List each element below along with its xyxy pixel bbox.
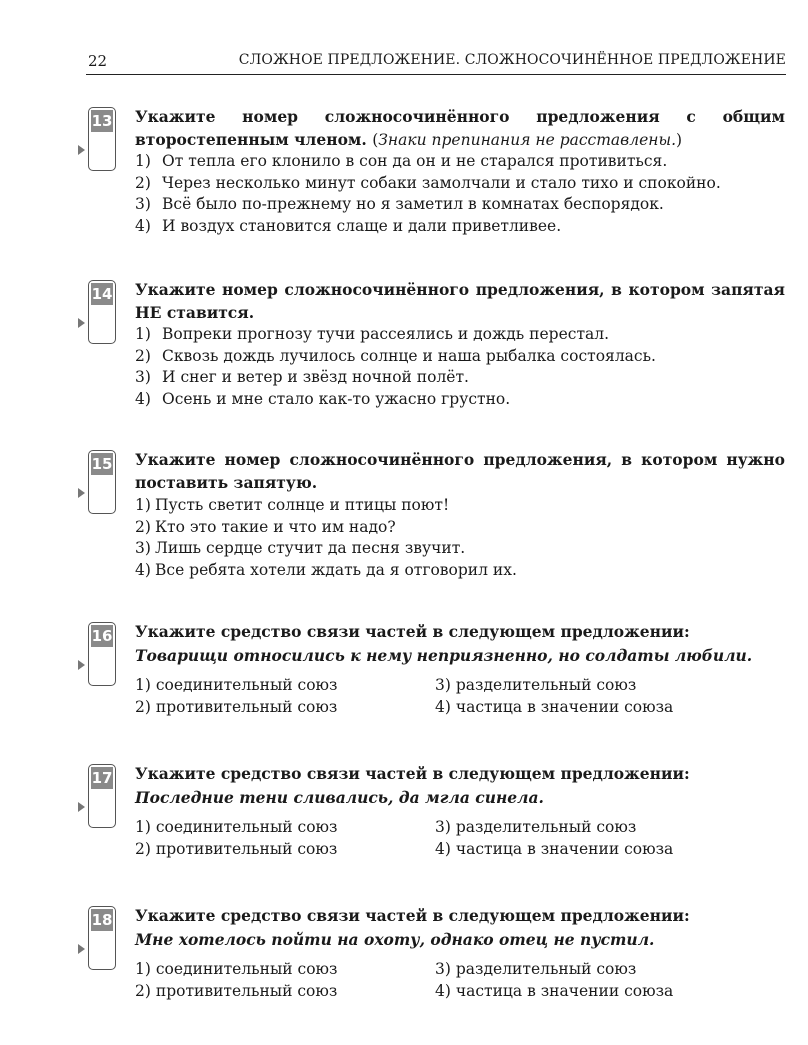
option-text: разделительный союз (455, 818, 637, 836)
option-3[interactable] (135, 367, 656, 389)
option-4[interactable] (435, 698, 673, 716)
option-number: 3) (435, 818, 451, 836)
answer-box[interactable] (88, 906, 116, 970)
option-text: соединительный союз (155, 960, 338, 978)
answer-box[interactable] (88, 622, 116, 686)
option-text: частица в значении союза (455, 698, 674, 716)
option-4[interactable] (435, 982, 673, 1000)
answer-arrow-icon (78, 488, 85, 498)
option-text: противительный союз (155, 840, 338, 858)
answer-arrow-icon (78, 802, 85, 812)
option-number: 2) (135, 982, 151, 1000)
answer-box[interactable] (88, 107, 116, 171)
option-1[interactable] (135, 960, 338, 978)
option-text: Сквозь дождь лучилось солнце и наша рыбалка состоялась. (162, 346, 656, 365)
option-text: соединительный союз (155, 676, 338, 694)
answer-arrow-icon (78, 660, 85, 670)
question-text: Укажите средство связи частей в следующем предложении: (135, 906, 690, 925)
answer-arrow-icon (78, 318, 85, 328)
answer-options (135, 324, 656, 410)
question-paren-close: ) (676, 131, 683, 149)
example-sentence: Мне хотелось пойти на охоту, однако отец не пустил. (135, 930, 655, 949)
option-4[interactable] (135, 216, 721, 238)
question-note: Знаки препинания не расставлены. (378, 131, 676, 149)
option-1[interactable] (135, 151, 721, 173)
option-text: противительный союз (155, 982, 338, 1000)
option-number: 2) (135, 173, 151, 192)
answer-arrow-icon (78, 145, 85, 155)
option-text: Через несколько минут собаки замолчали и стало тихо и спокойно. (162, 173, 721, 192)
option-number: 4) (435, 698, 451, 716)
option-number: 1) (135, 676, 151, 694)
option-number: 4) (135, 560, 151, 579)
option-number: 4) (135, 389, 151, 408)
question-text: Укажите номер сложносочинённого предложения, в котором нужно поставить запятую. (135, 450, 785, 492)
task-number-badge: 18 (91, 911, 113, 929)
option-text: Все ребята хотели ждать да я отговорил их. (155, 560, 517, 579)
option-number: 1) (135, 325, 151, 343)
page-header (86, 44, 786, 75)
option-text: И снег и ветер и звёзд ночной полёт. (162, 368, 469, 386)
option-text: От тепла его клонило в сон да он и не старался противиться. (162, 152, 668, 170)
option-4[interactable] (435, 840, 673, 858)
option-3[interactable] (135, 194, 721, 216)
option-number: 3) (135, 195, 151, 213)
option-text: Вопреки прогнозу тучи рассеялись и дождь перестал. (162, 325, 610, 343)
answer-box[interactable] (88, 450, 116, 514)
option-number: 3) (435, 960, 451, 978)
question-text: Укажите средство связи частей в следующем предложении: (135, 622, 690, 641)
example-sentence: Последние тени сливались, да мгла синела. (135, 788, 544, 807)
option-number: 3) (135, 539, 151, 557)
option-3[interactable] (435, 818, 636, 836)
answer-box[interactable] (88, 764, 116, 828)
task-number-badge: 16 (91, 627, 113, 645)
option-text: Пусть светит солнце и птицы поют! (155, 496, 450, 514)
option-2[interactable] (135, 840, 337, 858)
option-text: соединительный союз (155, 818, 338, 836)
option-text: И воздух становится слаще и дали приветливее. (162, 216, 562, 235)
option-number: 1) (135, 818, 151, 836)
option-number: 4) (435, 840, 451, 858)
option-number: 2) (135, 698, 151, 716)
option-4[interactable] (135, 560, 517, 582)
option-3[interactable] (435, 676, 636, 694)
option-1[interactable] (135, 495, 517, 517)
option-2[interactable] (135, 517, 517, 539)
page-number: 22 (88, 52, 108, 70)
task-number-badge: 15 (91, 455, 113, 473)
answer-arrow-icon (78, 944, 85, 954)
option-number: 1) (135, 152, 151, 170)
option-4[interactable] (135, 389, 656, 411)
question-text: Укажите номер сложносочинённого предложения, в котором запятая НЕ ставится. (135, 280, 785, 322)
question-text: Укажите средство связи частей в следующем предложении: (135, 764, 690, 783)
task-number-badge: 13 (91, 112, 113, 130)
option-text: Осень и мне стало как-то ужасно грустно. (162, 389, 511, 408)
option-text: противительный союз (155, 698, 338, 716)
option-text: разделительный союз (455, 676, 637, 694)
option-1[interactable] (135, 324, 656, 346)
option-1[interactable] (135, 818, 338, 836)
option-3[interactable] (135, 538, 517, 560)
option-1[interactable] (135, 676, 338, 694)
option-number: 4) (135, 216, 151, 235)
answer-options (135, 151, 721, 237)
question-paren-open: ( (372, 131, 379, 149)
option-number: 2) (135, 840, 151, 858)
option-number: 2) (135, 517, 151, 536)
option-3[interactable] (435, 960, 636, 978)
option-number: 1) (135, 960, 151, 978)
option-number: 3) (135, 368, 151, 386)
option-number: 3) (435, 676, 451, 694)
option-2[interactable] (135, 698, 337, 716)
question-text (135, 105, 785, 152)
option-2[interactable] (135, 982, 337, 1000)
question-main: Укажите номер сложносочинённого предложения с общим второстепенным членом. (135, 107, 785, 149)
option-text: частица в значении союза (455, 982, 674, 1000)
example-sentence: Товарищи относились к нему неприязненно, но солдаты любили. (135, 646, 753, 665)
task-number-badge: 14 (91, 285, 113, 303)
answer-box[interactable] (88, 280, 116, 344)
option-2[interactable] (135, 346, 656, 368)
task-number-badge: 17 (91, 769, 113, 787)
option-text: Кто это такие и что им надо? (155, 517, 396, 536)
running-title: СЛОЖНОЕ ПРЕДЛОЖЕНИЕ. СЛОЖНОСОЧИНЁННОЕ ПРЕДЛОЖЕНИЕ (238, 52, 786, 68)
option-text: частица в значении союза (455, 840, 674, 858)
option-text: Всё было по-прежнему но я заметил в комнатах беспорядок. (162, 195, 664, 213)
answer-options (135, 495, 517, 581)
option-text: Лишь сердце стучит да песня звучит. (155, 539, 466, 557)
option-2[interactable] (135, 173, 721, 195)
option-number: 2) (135, 346, 151, 365)
option-number: 1) (135, 496, 151, 514)
option-text: разделительный союз (455, 960, 637, 978)
option-number: 4) (435, 982, 451, 1000)
